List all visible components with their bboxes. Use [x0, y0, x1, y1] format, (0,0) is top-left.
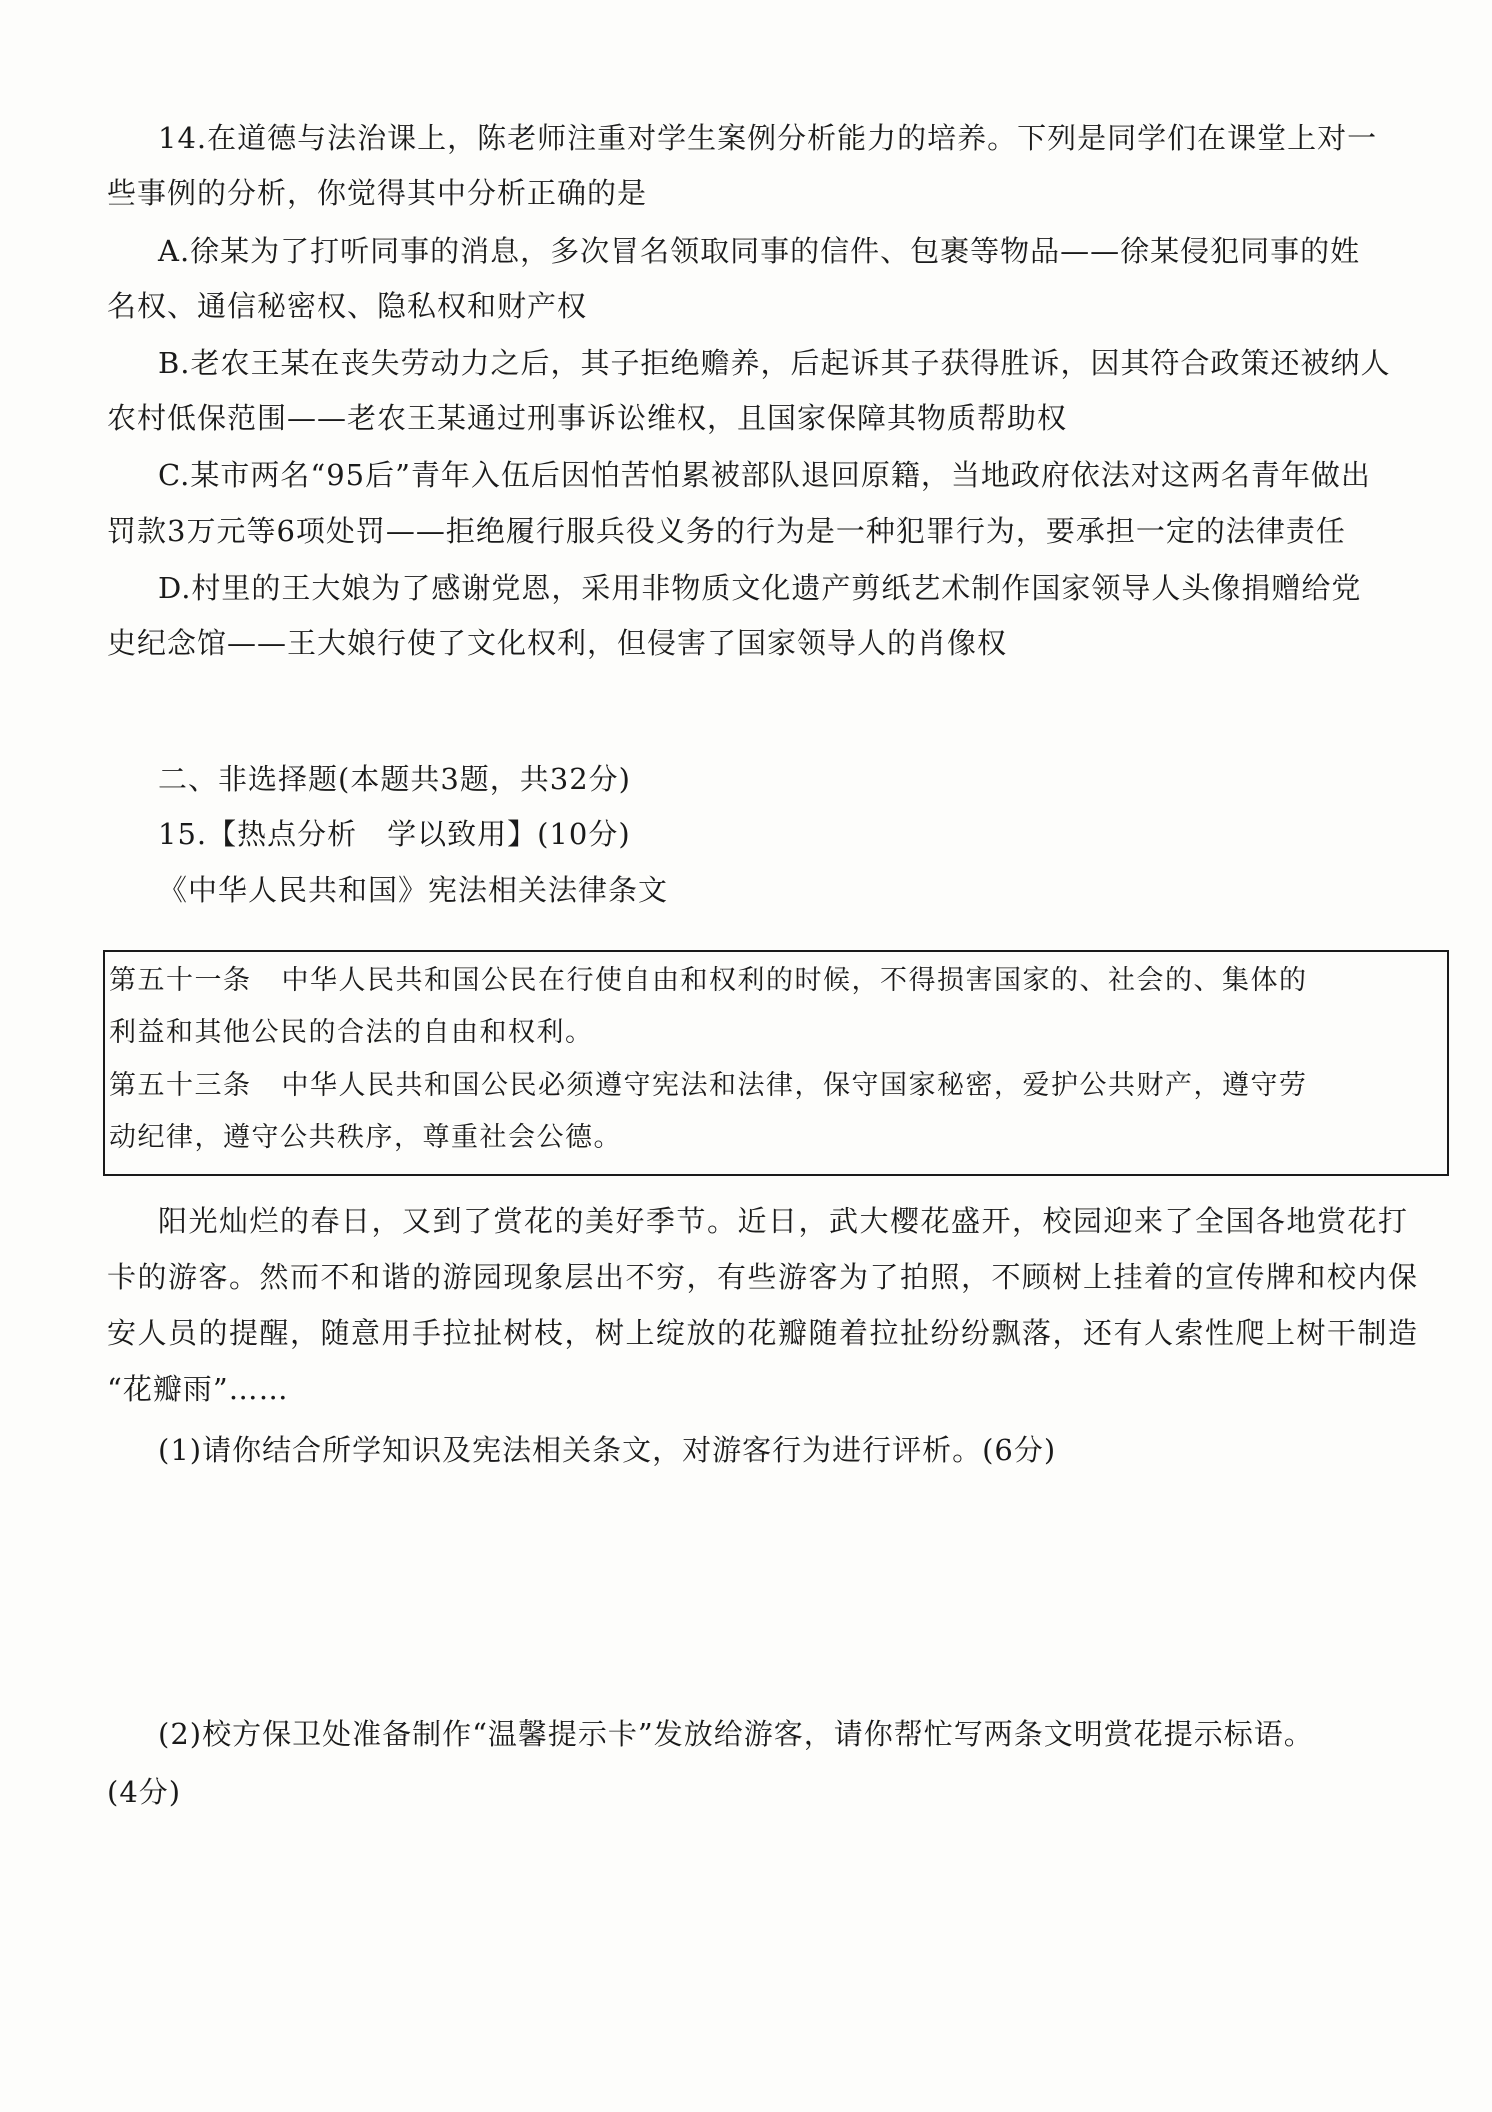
constitution-articles-box: [103, 950, 1449, 1176]
article53-line1: [109, 1067, 1308, 1105]
material-line3: 安人员的提醒，随意用手拉扯树枝，树上绽放的花瓣随着拉扯纷纷飘落，还有人索性爬上树干制造: [107, 1316, 1419, 1350]
q14-option-d-line2: 史纪念馆——王大娘行使了文化权利，但侵害了国家领导人的肖像权: [107, 626, 1008, 660]
article53-text-line1: 中华人民共和国公民必须遵守宪法和法律，保守国家秘密，爱护公共财产，遵守劳: [281, 1070, 1308, 1101]
article51-label: 第五十一条: [109, 965, 252, 996]
q14-stem-line2: 些事例的分析，你觉得其中分析正确的是: [107, 176, 648, 210]
q14-option-d-line1: D.村里的王大娘为了感谢党恩，采用非物质文化遗产剪纸艺术制作国家领导人头像捐赠给党: [158, 571, 1362, 605]
article53-label: 第五十三条: [109, 1070, 252, 1101]
q14-option-b-line1: B.老农王某在丧失劳动力之后，其子拒绝赡养，后起诉其子获得胜诉，因其符合政策还被纳人: [158, 346, 1391, 380]
q14-option-c-line2: 罚款3万元等6项处罚——拒绝履行服兵役义务的行为是一种犯罪行为，要承担一定的法律责任: [107, 514, 1346, 548]
section2-heading: 二、非选择题(本题共3题，共32分): [158, 762, 631, 796]
q15-header: 15.【热点分析 学以致用】(10分): [158, 817, 631, 851]
q14-option-c-line1: C.某市两名“95后”青年入伍后因怕苦怕累被部队退回原籍，当地政府依法对这两名青年做出: [158, 458, 1371, 492]
q15-sub1: (1)请你结合所学知识及宪法相关条文，对游客行为进行评析。(6分): [158, 1433, 1057, 1467]
material-line2: 卡的游客。然而不和谐的游园现象层出不穷，有些游客为了拍照，不顾树上挂着的宣传牌和校内保: [107, 1260, 1419, 1294]
q15-law-title: 《中华人民共和国》宪法相关法律条文: [158, 873, 669, 907]
q14-option-a-line1: A.徐某为了打听同事的消息，多次冒名领取同事的信件、包裹等物品——徐某侵犯同事的姓: [158, 234, 1361, 268]
article51-text-line2: 利益和其他公民的合法的自由和权利。: [109, 1017, 594, 1048]
q14-option-a-line2: 名权、通信秘密权、隐私权和财产权: [107, 289, 588, 323]
material-line1: 阳光灿烂的春日，又到了赏花的美好季节。近日，武大樱花盛开，校园迎来了全国各地赏花打: [158, 1204, 1409, 1238]
q15-sub2-line1: (2)校方保卫处准备制作“温馨提示卡”发放给游客，请你帮忙写两条文明赏花提示标语。: [158, 1717, 1314, 1751]
material-line4: “花瓣雨”……: [107, 1372, 289, 1406]
article51-text-line1: 中华人民共和国公民在行使自由和权利的时候，不得损害国家的、社会的、集体的: [281, 965, 1308, 996]
q15-sub2-line2: (4分): [107, 1775, 182, 1809]
article53-text-line2: 动纪律，遵守公共秩序，尊重社会公德。: [109, 1122, 622, 1153]
article51-line1: [109, 962, 1308, 1000]
q14-option-b-line2: 农村低保范围——老农王某通过刑事诉讼维权，且国家保障其物质帮助权: [107, 401, 1068, 435]
q14-stem-line1: 14.在道德与法治课上，陈老师注重对学生案例分析能力的培养。下列是同学们在课堂上对一: [158, 121, 1378, 155]
